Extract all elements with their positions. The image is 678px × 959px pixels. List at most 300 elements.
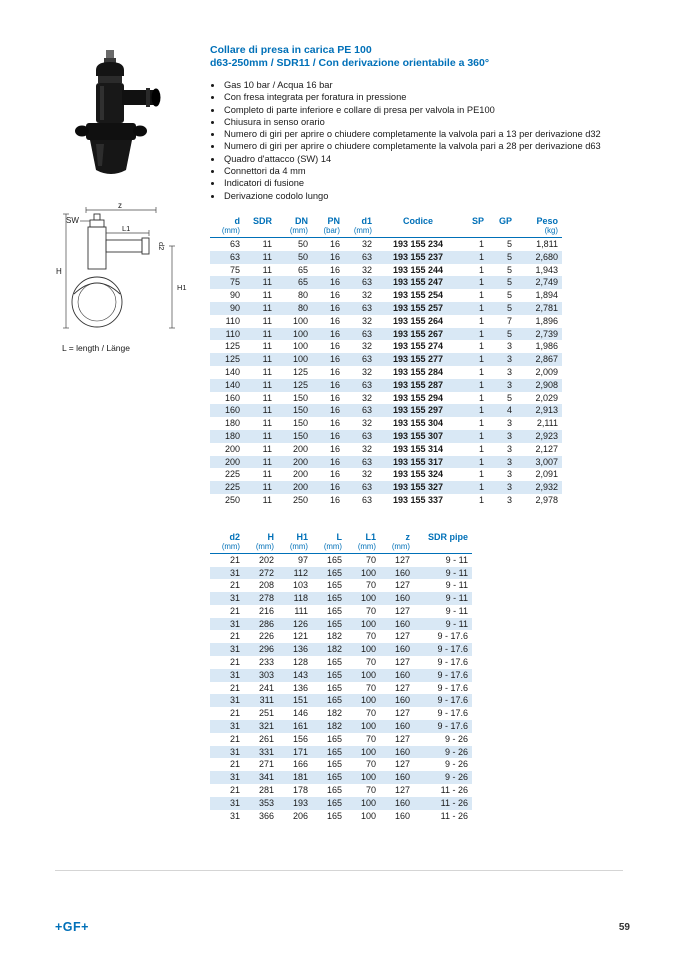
table-cell: 1,896 <box>535 315 558 326</box>
column-unit: (kg) <box>516 226 562 238</box>
table-cell: 11 <box>262 238 272 249</box>
table-row <box>210 771 472 784</box>
table-cell: 2,923 <box>535 430 558 441</box>
table-row <box>210 430 562 443</box>
table-row <box>210 707 472 720</box>
table-cell: 75 <box>229 277 240 288</box>
table-cell: 151 <box>292 695 308 706</box>
table-cell: 63 <box>361 482 372 493</box>
table-cell: 160 <box>394 618 410 629</box>
table-cell: 70 <box>365 708 376 719</box>
table-cell: 165 <box>326 567 342 578</box>
table-cell: 193 155 257 <box>392 302 444 313</box>
table-cell: 21 <box>229 657 240 668</box>
table-cell: 100 <box>360 618 376 629</box>
table-header-row <box>210 531 472 542</box>
table-cell: 180 <box>224 430 240 441</box>
table-cell: 70 <box>365 733 376 744</box>
table-cell: 32 <box>361 392 372 403</box>
table-cell: 21 <box>229 708 240 719</box>
table-cell: 63 <box>361 277 372 288</box>
table-cell: 9 - 11 <box>445 554 468 565</box>
table-cell: 63 <box>361 251 372 262</box>
column-unit: (mm) <box>244 542 278 554</box>
table-cell: 7 <box>506 315 512 326</box>
footer-divider <box>55 870 623 871</box>
table-cell: 1,811 <box>536 238 558 249</box>
table-cell: 160 <box>394 810 410 821</box>
table-cell: 31 <box>229 593 240 604</box>
table-cell: 70 <box>365 605 376 616</box>
column-unit: (mm) <box>344 226 376 238</box>
column-unit <box>376 226 460 238</box>
table-cell: 165 <box>326 797 342 808</box>
page-subtitle: d63-250mm / SDR11 / Con derivazione orientabile a 360° <box>210 57 490 69</box>
table-cell: 32 <box>361 264 372 275</box>
column-unit <box>488 226 516 238</box>
table-cell: 193 155 254 <box>392 290 444 301</box>
table-cell: 193 <box>292 797 308 808</box>
table-cell: 156 <box>292 733 308 744</box>
table-cell: 32 <box>361 290 372 301</box>
table-cell: 16 <box>329 315 340 326</box>
table-cell: 161 <box>292 721 308 732</box>
table-cell: 21 <box>229 631 240 642</box>
table-cell: 63 <box>361 430 372 441</box>
table-cell: 165 <box>326 593 342 604</box>
table-cell: 21 <box>229 554 240 565</box>
table-cell: 193 155 297 <box>392 405 444 416</box>
table-cell: 1 <box>478 290 484 301</box>
column-unit: (mm) <box>276 226 312 238</box>
table-row <box>210 276 562 289</box>
table-cell: 127 <box>394 785 410 796</box>
table-cell: 11 <box>262 290 272 301</box>
table-cell: 165 <box>326 605 342 616</box>
column-header: d1 <box>361 215 372 226</box>
table-cell: 136 <box>292 682 308 693</box>
feature-item: • Chiusura in senso orario <box>223 116 668 128</box>
table-cell: 16 <box>329 366 340 377</box>
column-header: d2 <box>229 531 240 542</box>
table-cell: 193 155 237 <box>392 251 444 262</box>
table-cell: 16 <box>329 328 340 339</box>
table-cell: 9 - 17.6 <box>437 631 468 642</box>
table-cell: 125 <box>224 341 240 352</box>
table-cell: 160 <box>394 746 410 757</box>
table-cell: 1 <box>478 418 484 429</box>
table-cell: 2,091 <box>535 469 558 480</box>
table-cell: 16 <box>329 392 340 403</box>
table-cell: 65 <box>297 264 308 275</box>
column-header: L1 <box>365 531 376 542</box>
table-cell: 5 <box>506 238 512 249</box>
table-cell: 165 <box>326 746 342 757</box>
table-cell: 321 <box>258 721 274 732</box>
table-cell: 16 <box>329 430 340 441</box>
spec-table-dimensions <box>210 215 562 507</box>
table-cell: 100 <box>360 721 376 732</box>
table-cell: 21 <box>229 682 240 693</box>
table-cell: 127 <box>394 554 410 565</box>
table-cell: 166 <box>292 759 308 770</box>
table-cell: 70 <box>365 631 376 642</box>
table-cell: 16 <box>329 277 340 288</box>
table-units-row <box>210 226 562 238</box>
table-cell: 2,127 <box>535 443 558 454</box>
table-cell: 1 <box>478 379 484 390</box>
table-cell: 11 <box>262 392 272 403</box>
column-header: Peso <box>536 215 558 226</box>
table-cell: 21 <box>229 733 240 744</box>
dimension-drawing <box>52 202 192 334</box>
table-cell: 181 <box>292 772 308 783</box>
table-cell: 272 <box>258 567 274 578</box>
table-cell: 9 - 17.6 <box>437 657 468 668</box>
table-cell: 202 <box>258 554 274 565</box>
table-cell: 160 <box>394 772 410 783</box>
table-cell: 200 <box>224 456 240 467</box>
table-row <box>210 481 562 494</box>
spec-table-geometry <box>210 531 472 823</box>
table-cell: 331 <box>258 746 274 757</box>
table-cell: 5 <box>506 277 512 288</box>
table-cell: 9 - 11 <box>445 593 468 604</box>
table-cell: 1 <box>478 251 484 262</box>
tapping-valve-photo <box>60 48 170 188</box>
table-row <box>210 553 472 566</box>
table-cell: 100 <box>292 328 308 339</box>
table-cell: 225 <box>224 482 240 493</box>
table-cell: 127 <box>394 580 410 591</box>
table-cell: 100 <box>360 797 376 808</box>
table-cell: 150 <box>292 430 308 441</box>
table-cell: 303 <box>258 669 274 680</box>
table-cell: 193 155 244 <box>392 264 444 275</box>
table-cell: 165 <box>326 810 342 821</box>
table-cell: 140 <box>224 379 240 390</box>
table-cell: 165 <box>326 657 342 668</box>
table-cell: 31 <box>229 721 240 732</box>
column-header: H1 <box>296 531 308 542</box>
table-cell: 16 <box>329 456 340 467</box>
table-cell: 32 <box>361 366 372 377</box>
dim-label-d2: d2 <box>157 242 166 251</box>
table-row <box>210 618 472 631</box>
table-cell: 32 <box>361 418 372 429</box>
table-cell: 1 <box>478 315 484 326</box>
table-cell: 160 <box>394 797 410 808</box>
table-cell: 1,986 <box>535 341 558 352</box>
table-cell: 182 <box>326 721 342 732</box>
table-cell: 160 <box>394 695 410 706</box>
column-unit <box>244 226 276 238</box>
table-row <box>210 656 472 669</box>
table-cell: 11 <box>262 354 272 365</box>
footer-logo: +GF+ <box>55 920 89 934</box>
table-cell: 125 <box>224 354 240 365</box>
table-cell: 127 <box>394 759 410 770</box>
table-cell: 3 <box>506 341 512 352</box>
table-cell: 2,867 <box>535 354 558 365</box>
table-cell: 146 <box>292 708 308 719</box>
table-cell: 32 <box>361 341 372 352</box>
table-cell: 1 <box>478 392 484 403</box>
table-cell: 110 <box>225 315 240 326</box>
table-cell: 31 <box>229 618 240 629</box>
table-cell: 11 <box>262 482 272 493</box>
table-cell: 63 <box>361 354 372 365</box>
table-cell: 103 <box>292 580 308 591</box>
table-cell: 4 <box>506 405 512 416</box>
table-cell: 31 <box>229 810 240 821</box>
column-header: GP <box>498 215 512 226</box>
table-cell: 165 <box>326 733 342 744</box>
table-cell: 127 <box>394 605 410 616</box>
table-cell: 127 <box>394 631 410 642</box>
dim-label-h: H <box>56 267 62 276</box>
table-cell: 2,009 <box>535 366 558 377</box>
column-header: L <box>336 531 342 542</box>
table-cell: 11 <box>262 405 272 416</box>
table-cell: 182 <box>326 631 342 642</box>
table-cell: 311 <box>259 695 274 706</box>
table-cell: 31 <box>229 772 240 783</box>
table-cell: 3 <box>506 430 512 441</box>
table-cell: 63 <box>361 494 372 505</box>
table-cell: 353 <box>258 797 274 808</box>
column-header: SDR pipe <box>427 531 468 542</box>
table-units-row <box>210 542 472 554</box>
table-cell: 11 <box>262 277 272 288</box>
table-cell: 1 <box>478 341 484 352</box>
column-unit: (mm) <box>210 542 244 554</box>
column-unit: (mm) <box>278 542 312 554</box>
table-cell: 70 <box>365 759 376 770</box>
table-cell: 261 <box>258 733 274 744</box>
column-unit <box>460 226 488 238</box>
table-cell: 9 - 11 <box>445 618 468 629</box>
feature-item: • Derivazione codolo lungo <box>223 190 668 202</box>
table-row <box>210 353 562 366</box>
table-cell: 206 <box>292 810 308 821</box>
table-cell: 216 <box>258 605 274 616</box>
table-row <box>210 605 472 618</box>
table-cell: 160 <box>224 392 240 403</box>
table-cell: 160 <box>394 593 410 604</box>
table-cell: 140 <box>224 366 240 377</box>
table-cell: 180 <box>224 418 240 429</box>
table-cell: 100 <box>292 315 308 326</box>
table-row <box>210 643 472 656</box>
table-cell: 128 <box>292 657 308 668</box>
table-cell: 11 <box>262 430 272 441</box>
feature-item: • Completo di parte inferiore e collare di presa per valvola in PE100 <box>223 104 668 116</box>
table-cell: 127 <box>394 682 410 693</box>
table-row <box>210 237 562 250</box>
technical-drawing <box>52 202 192 353</box>
column-unit: (mm) <box>346 542 380 554</box>
table-cell: 97 <box>297 554 308 565</box>
table-cell: 50 <box>297 251 308 262</box>
table-cell: 136 <box>292 644 308 655</box>
table-cell: 16 <box>329 354 340 365</box>
table-cell: 150 <box>292 405 308 416</box>
dim-label-z: z <box>118 202 122 210</box>
table-cell: 100 <box>360 810 376 821</box>
table-cell: 193 155 284 <box>392 366 444 377</box>
table-cell: 9 - 17.6 <box>437 682 468 693</box>
table-cell: 90 <box>229 302 240 313</box>
table-row <box>210 264 562 277</box>
table-cell: 3 <box>506 443 512 454</box>
column-unit: (mm) <box>312 542 346 554</box>
table-cell: 193 155 307 <box>392 430 444 441</box>
table-cell: 160 <box>394 721 410 732</box>
table-cell: 182 <box>326 644 342 655</box>
table-cell: 193 155 294 <box>392 392 444 403</box>
table-cell: 16 <box>329 405 340 416</box>
table-cell: 2,932 <box>535 482 558 493</box>
table-cell: 178 <box>292 785 308 796</box>
table-row <box>210 720 472 733</box>
table-cell: 11 <box>262 341 272 352</box>
table-cell: 250 <box>224 494 240 505</box>
table-cell: 11 <box>262 379 272 390</box>
table-cell: 286 <box>258 618 274 629</box>
table-cell: 11 <box>262 456 272 467</box>
table-cell: 193 155 314 <box>392 443 444 454</box>
table-cell: 165 <box>326 554 342 565</box>
table-cell: 3 <box>506 379 512 390</box>
table-cell: 2,739 <box>535 328 558 339</box>
table-cell: 200 <box>292 469 308 480</box>
table-cell: 193 155 274 <box>392 341 444 352</box>
table-cell: 16 <box>329 482 340 493</box>
table-row <box>210 758 472 771</box>
table-cell: 3 <box>506 366 512 377</box>
drawing-caption: L = length / Länge <box>62 343 130 353</box>
table-cell: 11 - 26 <box>440 810 468 821</box>
table-cell: 193 155 327 <box>392 482 444 493</box>
table-cell: 32 <box>361 443 372 454</box>
table-cell: 1 <box>478 494 484 505</box>
table-cell: 1 <box>478 430 484 441</box>
feature-item: • Indicatori di fusione <box>223 177 668 189</box>
table-row <box>210 328 562 341</box>
table-row <box>210 746 472 759</box>
table-cell: 70 <box>365 554 376 565</box>
table-cell: 3 <box>506 354 512 365</box>
table-cell: 193 155 234 <box>392 238 444 249</box>
table-cell: 80 <box>297 302 308 313</box>
table-row <box>210 417 562 430</box>
table-cell: 100 <box>360 567 376 578</box>
table-cell: 1 <box>478 264 484 275</box>
table-cell: 11 - 26 <box>440 797 468 808</box>
table-cell: 16 <box>329 418 340 429</box>
table-cell: 31 <box>229 644 240 655</box>
left-column <box>52 48 202 353</box>
feature-item: • Numero di giri per aprire o chiudere completamente la valvola pari a 28 per derivazione d63 <box>223 140 668 152</box>
table-cell: 225 <box>224 469 240 480</box>
table-cell: 171 <box>292 746 308 757</box>
table-cell: 16 <box>329 302 340 313</box>
table-cell: 200 <box>292 456 308 467</box>
table-cell: 165 <box>326 669 342 680</box>
table-cell: 100 <box>360 669 376 680</box>
table-cell: 5 <box>506 290 512 301</box>
table-row <box>210 251 562 264</box>
main-content <box>210 44 668 822</box>
table-cell: 112 <box>293 567 308 578</box>
table-cell: 5 <box>506 251 512 262</box>
table-cell: 9 - 11 <box>445 567 468 578</box>
table-cell: 165 <box>326 695 342 706</box>
table-cell: 2,749 <box>535 277 558 288</box>
page-number: 59 <box>618 922 630 933</box>
table-cell: 160 <box>394 567 410 578</box>
table-cell: 1 <box>478 443 484 454</box>
table-cell: 226 <box>258 631 274 642</box>
table-cell: 200 <box>292 482 308 493</box>
table-cell: 165 <box>326 785 342 796</box>
table-cell: 5 <box>506 392 512 403</box>
table-cell: 165 <box>326 618 342 629</box>
column-header: DN <box>295 215 308 226</box>
table-cell: 200 <box>224 443 240 454</box>
table-cell: 63 <box>361 379 372 390</box>
column-unit: (mm) <box>380 542 414 554</box>
table-row <box>210 340 562 353</box>
table-cell: 11 <box>262 315 272 326</box>
table-cell: 100 <box>360 593 376 604</box>
feature-list <box>210 79 668 202</box>
table-row <box>210 669 472 682</box>
table-cell: 165 <box>326 772 342 783</box>
table-cell: 110 <box>225 328 240 339</box>
table-cell: 250 <box>292 494 308 505</box>
table-row <box>210 366 562 379</box>
table-cell: 9 - 26 <box>444 759 468 770</box>
table-cell: 31 <box>229 567 240 578</box>
table-cell: 16 <box>329 341 340 352</box>
table-row <box>210 682 472 695</box>
table-cell: 281 <box>258 785 274 796</box>
table-cell: 193 155 264 <box>392 315 444 326</box>
table-cell: 32 <box>361 315 372 326</box>
table-cell: 9 - 17.6 <box>437 721 468 732</box>
table-cell: 21 <box>229 605 240 616</box>
table-row <box>210 456 562 469</box>
table-cell: 125 <box>292 379 308 390</box>
product-photo <box>60 48 170 188</box>
table-cell: 90 <box>229 290 240 301</box>
table-cell: 75 <box>229 264 240 275</box>
table-cell: 2,111 <box>536 418 558 429</box>
table-cell: 165 <box>326 682 342 693</box>
table-cell: 100 <box>292 354 308 365</box>
column-header: SP <box>471 215 484 226</box>
feature-item: • Numero di giri per aprire o chiudere completamente la valvola pari a 13 per derivazione d32 <box>223 128 668 140</box>
table-cell: 118 <box>293 593 308 604</box>
table-cell: 31 <box>229 669 240 680</box>
table-cell: 121 <box>292 631 308 642</box>
table-cell: 2,029 <box>535 392 558 403</box>
table-cell: 1 <box>478 366 484 377</box>
table-cell: 1,894 <box>535 290 558 301</box>
table-cell: 63 <box>361 456 372 467</box>
